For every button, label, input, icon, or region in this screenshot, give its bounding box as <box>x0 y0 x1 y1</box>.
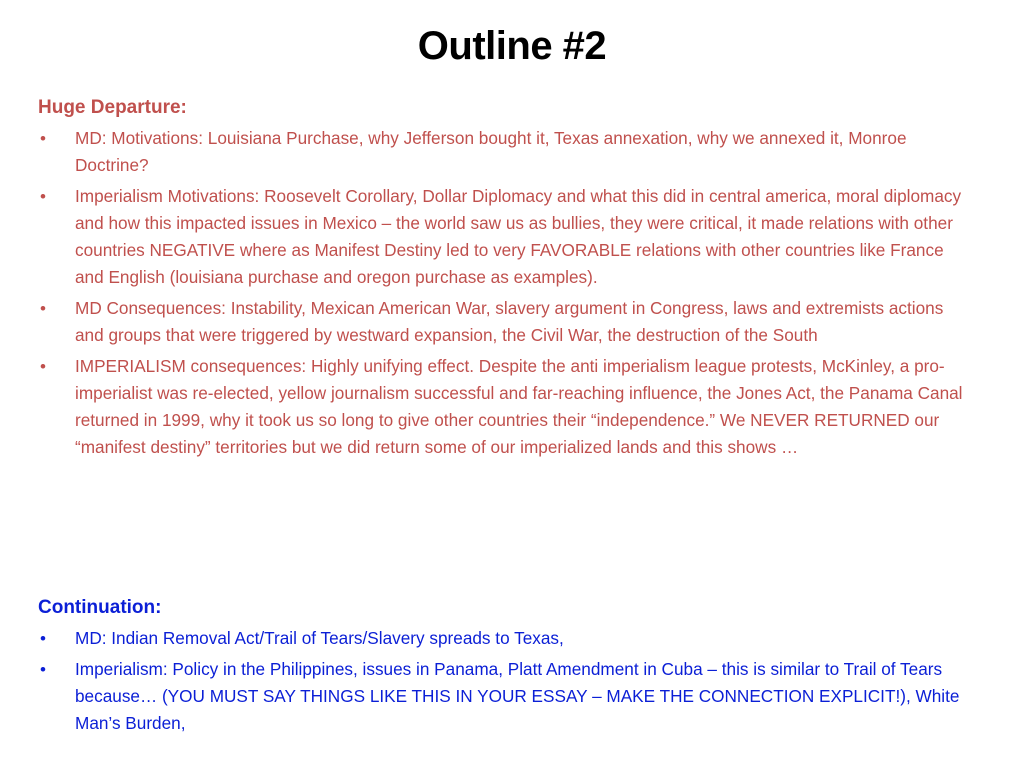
bullet-item <box>38 353 970 461</box>
section-heading: Continuation: <box>38 597 162 618</box>
bullet-item <box>38 125 970 179</box>
bullet-icon: • <box>40 357 46 376</box>
bullet-icon: • <box>40 299 46 318</box>
bullet-icon: • <box>40 660 46 679</box>
bullet-item <box>38 183 970 291</box>
bullet-text: MD Consequences: Instability, Mexican American War, slavery argument in Congress, laws and extremists actions and groups that were triggered by westward expansion, the Civil War, the destruction of the South <box>75 298 944 345</box>
bullet-text: Imperialism Motivations: Roosevelt Corollary, Dollar Diplomacy and what this did in central america, moral diplomacy and how this impacted issues in Mexico – the world saw us as bullies, they were critical, it made relations with other countries NEGATIVE where as Manifest Destiny led to very FAVORABLE relations with other countries like France and English (louisiana purchase and oregon purchase as examples). <box>75 186 962 287</box>
section-huge-departure <box>38 96 970 465</box>
bullet-list <box>38 125 970 461</box>
section-heading: Huge Departure: <box>38 97 187 118</box>
slide-title: Outline #2 <box>417 24 607 68</box>
section-continuation <box>38 596 970 741</box>
bullet-text: MD: Motivations: Louisiana Purchase, why Jefferson bought it, Texas annexation, why we annexed it, Monroe Doctrine? <box>75 128 907 175</box>
bullet-text: MD: Indian Removal Act/Trail of Tears/Slavery spreads to Texas, <box>75 628 564 648</box>
bullet-icon: • <box>40 187 46 206</box>
bullet-list <box>38 625 970 737</box>
bullet-item <box>38 625 970 652</box>
bullet-text: Imperialism: Policy in the Philippines, issues in Panama, Platt Amendment in Cuba – this is similar to Trail of Tears because… (YOU MUST SAY THINGS LIKE THIS IN YOUR ESSAY – MAKE THE CONNECTION EXPLICIT!), White Man’s Burden, <box>75 659 960 733</box>
bullet-item <box>38 656 970 737</box>
bullet-icon: • <box>40 129 46 148</box>
bullet-item <box>38 295 970 349</box>
bullet-text: IMPERIALISM consequences: Highly unifying effect. Despite the anti imperialism league protests, McKinley, a pro-imperialist was re-elected, yellow journalism successful and far-reaching influence, the Jones Act, the Panama Canal returned in 1999, why it took us so long to give other countries their “independence.” We NEVER RETURNED our “manifest destiny” territories but we did return some of our imperialized lands and this shows … <box>75 356 963 457</box>
bullet-icon: • <box>40 629 46 648</box>
